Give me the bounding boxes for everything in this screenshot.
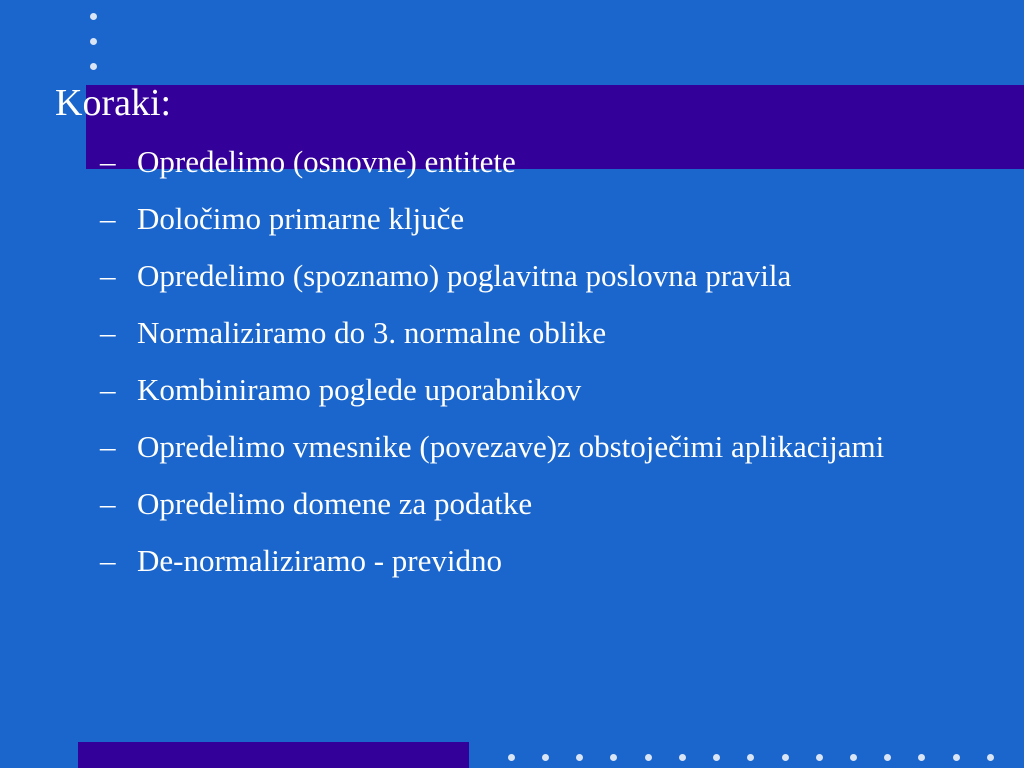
dash-bullet: – — [100, 144, 116, 179]
list-item-text: Normaliziramo do 3. normalne oblike — [137, 315, 607, 350]
dash-bullet: – — [100, 372, 116, 407]
slide-title: Koraki: — [55, 82, 172, 124]
list-item-text: Opredelimo (osnovne) entitete — [137, 144, 516, 179]
decor-dot — [90, 38, 97, 45]
dash-bullet: – — [100, 201, 116, 236]
bullet-list — [100, 143, 1000, 599]
dash-bullet: – — [100, 315, 116, 350]
dash-bullet: – — [100, 429, 116, 464]
list-item — [100, 143, 1000, 181]
decor-dot — [782, 754, 789, 761]
decor-dot — [987, 754, 994, 761]
decor-dot — [747, 754, 754, 761]
decor-dot — [90, 13, 97, 20]
list-item — [100, 314, 1000, 352]
list-item — [100, 428, 1000, 466]
decor-dot — [918, 754, 925, 761]
list-item — [100, 257, 1000, 295]
dash-bullet: – — [100, 258, 116, 293]
list-item-text: Določimo primarne ključe — [137, 201, 465, 236]
list-item-text: Kombiniramo poglede uporabnikov — [137, 372, 582, 407]
decor-dot — [953, 754, 960, 761]
list-item-text: Opredelimo (spoznamo) poglavitna poslovna pravila — [137, 258, 792, 293]
decor-dot — [542, 754, 549, 761]
list-item-text: Opredelimo domene za podatke — [137, 486, 533, 521]
list-item — [100, 371, 1000, 409]
decor-dot — [816, 754, 823, 761]
list-item-text: Opredelimo vmesnike (povezave)z obstoječimi aplikacijami — [137, 429, 885, 464]
decor-dot — [713, 754, 720, 761]
decor-dot — [850, 754, 857, 761]
decor-dot — [90, 63, 97, 70]
list-item — [100, 542, 1000, 580]
list-item — [100, 485, 1000, 523]
decor-dot — [645, 754, 652, 761]
decor-dot — [576, 754, 583, 761]
dash-bullet: – — [100, 543, 116, 578]
decor-dot — [679, 754, 686, 761]
decor-dot — [610, 754, 617, 761]
bottom-accent-band — [78, 742, 469, 768]
decor-dot — [508, 754, 515, 761]
list-item-text: De-normaliziramo - previdno — [137, 543, 502, 578]
decor-dot — [884, 754, 891, 761]
dash-bullet: – — [100, 486, 116, 521]
list-item — [100, 200, 1000, 238]
